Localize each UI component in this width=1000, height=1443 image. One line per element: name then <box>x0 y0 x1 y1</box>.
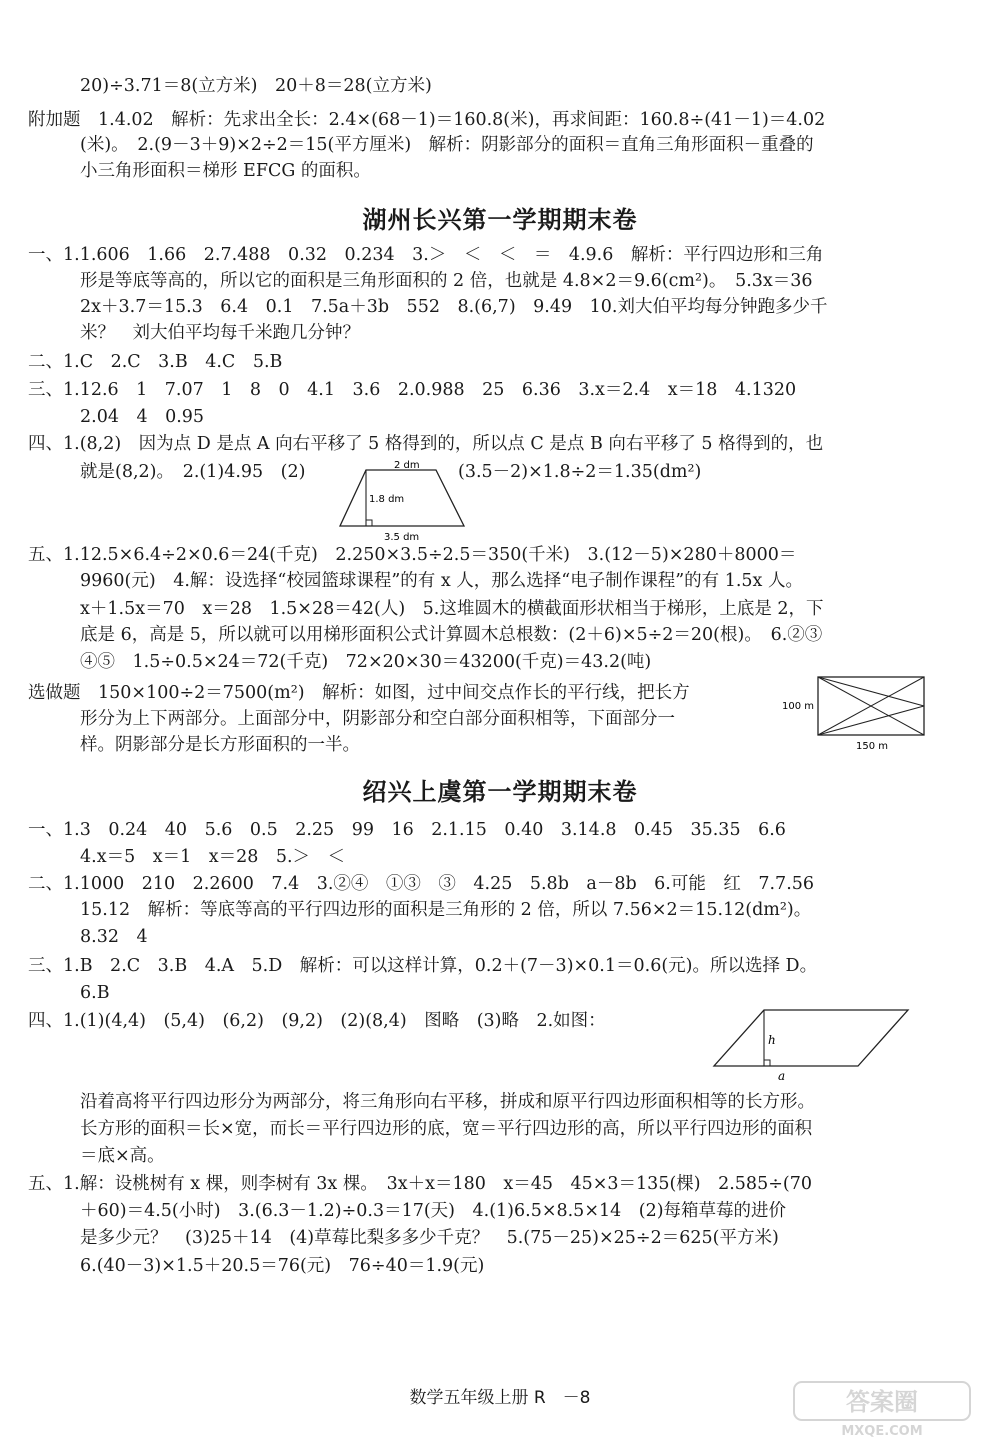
page-footer: 数学五年级上册 R －8 <box>409 1388 591 1408</box>
text-line: 15.12 解析：等底等高的平行四边形的面积是三角形的 2 倍，所以 7.56×2＝15.12(dm²)。 <box>80 900 812 920</box>
text-line: 四、1.(1)(4,4) (5,4) (6,2) (9,2) (2)(8,4) 图略 (3)略 2.如图： <box>28 1011 606 1031</box>
text-line: 三、1.B 2.C 3.B 4.A 5.D 解析：可以这样计算，0.2＋(7－3)×0.1＝0.6(元)。所以选择 D。 <box>28 956 818 976</box>
text-line: 4.x＝5 x＝1 x＝28 5.＞ ＜ <box>80 847 346 867</box>
trap-bottom-label: 3.5 dm <box>384 532 420 543</box>
trap-top-label: 2 dm <box>394 460 420 471</box>
text-line: 20)÷3.71＝8(立方米) 20＋8＝28(立方米) <box>80 76 432 96</box>
text-line: ＝底×高。 <box>80 1146 165 1166</box>
text-line: ④⑤ 1.5÷0.5×24＝72(千克) 72×20×30＝43200(千克)＝43.2(吨) <box>80 652 652 672</box>
text-line: ＋60)＝4.5(小时) 3.(6.3－1.2)÷0.3＝17(天) 4.(1)6.5×8.5×14 (2)每箱草莓的进价 <box>80 1201 787 1221</box>
text-line: 样。阴影部分是长方形面积的一半。 <box>80 735 360 755</box>
text-line: 五、1.解：设桃树有 x 棵，则李树有 3x 棵。 3x＋x＝180 x＝45 45×3＝135(棵) 2.585÷(70 <box>28 1174 812 1194</box>
text-line: 长方形的面积＝长×宽，而长＝平行四边形的底，宽＝平行四边形的高，所以平行四边形的面积 <box>80 1119 813 1139</box>
parallelogram-figure <box>712 1004 912 1084</box>
text-line: x＋1.5x＝70 x＝28 1.5×28＝42(人) 5.这堆圆木的横截面形状相当于梯形，上底是 2，下 <box>80 599 824 619</box>
svg-text:MXQE.COM: MXQE.COM <box>841 1424 923 1439</box>
text-line: 二、1.1000 210 2.2600 7.4 3.②④ ①③ ③ 4.25 5.8b a－8b 6.可能 红 7.7.56 <box>28 874 815 894</box>
text-line: 底是 6，高是 5，所以就可以用梯形面积公式计算圆木总根数：(2＋6)×5÷2＝20(根)。 6.②③ <box>80 625 823 645</box>
section-title: 湖州长兴第一学期期末卷 <box>362 206 638 234</box>
text-line: 五、1.12.5×6.4÷2×0.6＝24(千克) 2.250×3.5÷2.5＝350(千米) 3.(12－5)×280＋8000＝ <box>28 545 797 565</box>
text-line: 一、1.1.606 1.66 2.7.488 0.32 0.234 3.＞ ＜ ＜ ＝ 4.9.6 解析：平行四边形和三角 <box>28 245 824 265</box>
text-line: 形是等底等高的，所以它的面积是三角形面积的 2 倍，也就是 4.8×2＝9.6(cm²)。 5.3x＝36 <box>80 271 813 291</box>
trap-height-label: 1.8 dm <box>369 494 405 505</box>
text-line: 是多少元？ (3)25＋14 (4)草莓比梨多多少千克？ 5.(75－25)×25÷2＝625(平方米) <box>80 1228 779 1248</box>
text-line: 就是(8,2)。 2.(1)4.95 (2) <box>80 462 306 482</box>
text-line: 一、1.3 0.24 40 5.6 0.5 2.25 99 16 2.1.15 0.40 3.14.8 0.45 35.35 6.6 <box>28 820 786 840</box>
text-line: 三、1.12.6 1 7.07 1 8 0 4.1 3.6 2.0.988 25 6.36 3.x＝2.4 x＝18 4.1320 <box>28 380 797 400</box>
text-line: 9960(元) 4.解：设选择“校园篮球课程”的有 x 人，那么选择“电子制作课程”的有 1.5x 人。 <box>80 571 803 591</box>
text-line: 2x＋3.7＝15.3 6.4 0.1 7.5a＋3b 552 8.(6,7) 9.49 10.刘大伯平均每分钟跑多少千 <box>80 297 828 317</box>
text-line: 二、1.C 2.C 3.B 4.C 5.B <box>28 352 283 372</box>
text-line: 米？ 刘大伯平均每千米跑几分钟？ <box>80 323 360 343</box>
text-line: 6.(40－3)×1.5＋20.5＝76(元) 76÷40＝1.9(元) <box>80 1256 485 1276</box>
rect-side-label: 100 m <box>782 701 815 712</box>
trapezoid-figure <box>336 462 476 548</box>
para-h-label: h <box>768 1033 776 1047</box>
text-line: 小三角形面积＝梯形 EFCG 的面积。 <box>80 161 371 181</box>
text-line: 选做题 150×100÷2＝7500(m²) 解析：如图，过中间交点作长的平行线，把长方 <box>28 683 690 703</box>
text-line: 四、1.(8,2) 因为点 D 是点 A 向右平移了 5 格得到的，所以点 C 是点 B 向右平移了 5 格得到的，也 <box>28 434 824 454</box>
text-line: (米)。 2.(9－3＋9)×2÷2＝15(平方厘米) 解析：阴影部分的面积＝直角三角形面积－重叠的 <box>80 135 814 155</box>
text-line: 6.B <box>80 983 110 1003</box>
text-line: 2.04 4 0.95 <box>80 407 205 427</box>
watermark-logo <box>792 1380 972 1438</box>
svg-text:答案圈: 答案圈 <box>846 1388 918 1416</box>
rectangle-figure <box>780 673 930 753</box>
para-a-label: a <box>778 1069 786 1083</box>
section-title: 绍兴上虞第一学期期末卷 <box>362 778 638 806</box>
rect-bottom-label: 150 m <box>856 741 889 752</box>
text-line: (3.5－2)×1.8÷2＝1.35(dm²) <box>458 462 702 482</box>
text-line: 沿着高将平行四边形分为两部分，将三角形向右平移，拼成和原平行四边形面积相等的长方形。 <box>80 1092 815 1112</box>
text-line: 附加题 1.4.02 解析：先求出全长：2.4×(68－1)＝160.8(米)，再求间距：160.8÷(41－1)＝4.02 <box>28 110 826 130</box>
text-line: 8.32 4 <box>80 927 148 947</box>
text-line: 形分为上下两部分。上面部分中，阴影部分和空白部分面积相等，下面部分一 <box>80 709 675 729</box>
